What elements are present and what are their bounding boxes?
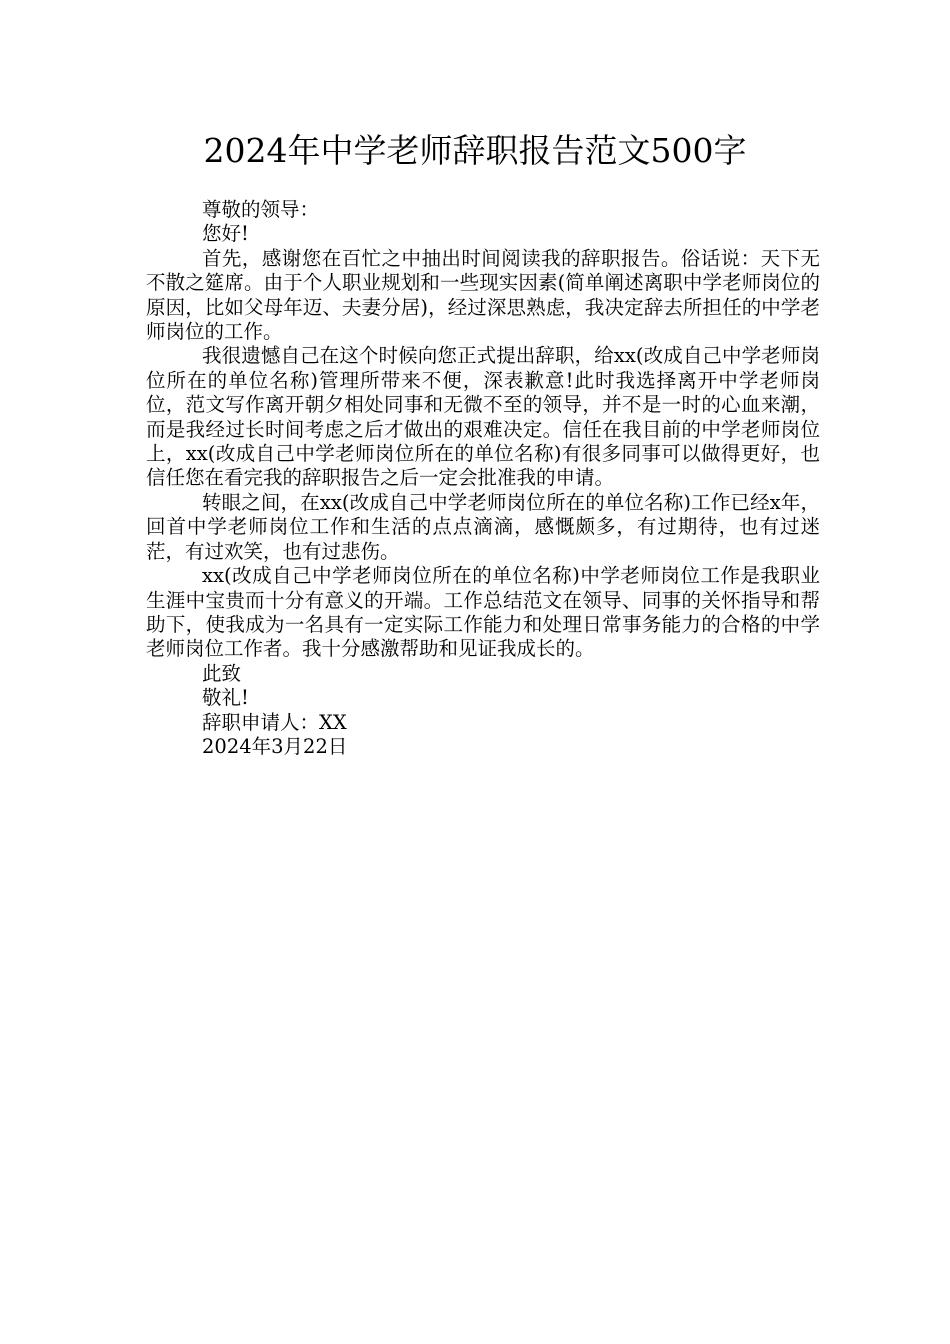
document-body: [146, 198, 820, 759]
paragraph-2: 我很遗憾自己在这个时候向您正式提出辞职，给xx(改成自己中学老师岗位所在的单位名称)管理所带来不便，深表歉意!此时我选择离开中学老师岗位，范文写作离开朝夕相处同事和无微不至的领导，并不是一时的心血来潮，而是我经过长时间考虑之后才做出的艰难决定。信任在我目前的中学老师岗位上，xx(改成自己中学老师岗位所在的单位名称)有很多同事可以做得更好，也信任您在看完我的辞职报告之后一定会批准我的申请。: [146, 344, 820, 490]
document-title: 2024年中学老师辞职报告范文500字: [203, 131, 747, 170]
paragraph-3: 转眼之间，在xx(改成自己中学老师岗位所在的单位名称)工作已经x年，回首中学老师岗位工作和生活的点点滴滴，感慨颇多，有过期待，也有过迷茫，有过欢笑，也有过悲伤。: [146, 490, 820, 563]
date: 2024年3月22日: [202, 734, 348, 758]
closing-line-2: 敬礼!: [202, 686, 249, 710]
closing-line-1: 此致: [202, 661, 242, 685]
salutation: 尊敬的领导：: [202, 198, 320, 221]
greeting: 您好!: [202, 222, 249, 246]
paragraph-1: 首先，感谢您在百忙之中抽出时间阅读我的辞职报告。俗话说：天下无不散之筵席。由于个人职业规划和一些现实因素(简单阐述离职中学老师岗位的原因，比如父母年迈、夫妻分居)，经过深思熟虑，我决定辞去所担任的中学老师岗位的工作。: [146, 246, 820, 344]
paragraph-4: xx(改成自己中学老师岗位所在的单位名称)中学老师岗位工作是我职业生涯中宝贵而十分有意义的开端。工作总结范文在领导、同事的关怀指导和帮助下，使我成为一名具有一定实际工作能力和处理日常事务能力的合格的中学老师岗位工作者。我十分感激帮助和见证我成长的。: [146, 564, 820, 661]
signature: 辞职申请人：XX: [202, 710, 347, 734]
